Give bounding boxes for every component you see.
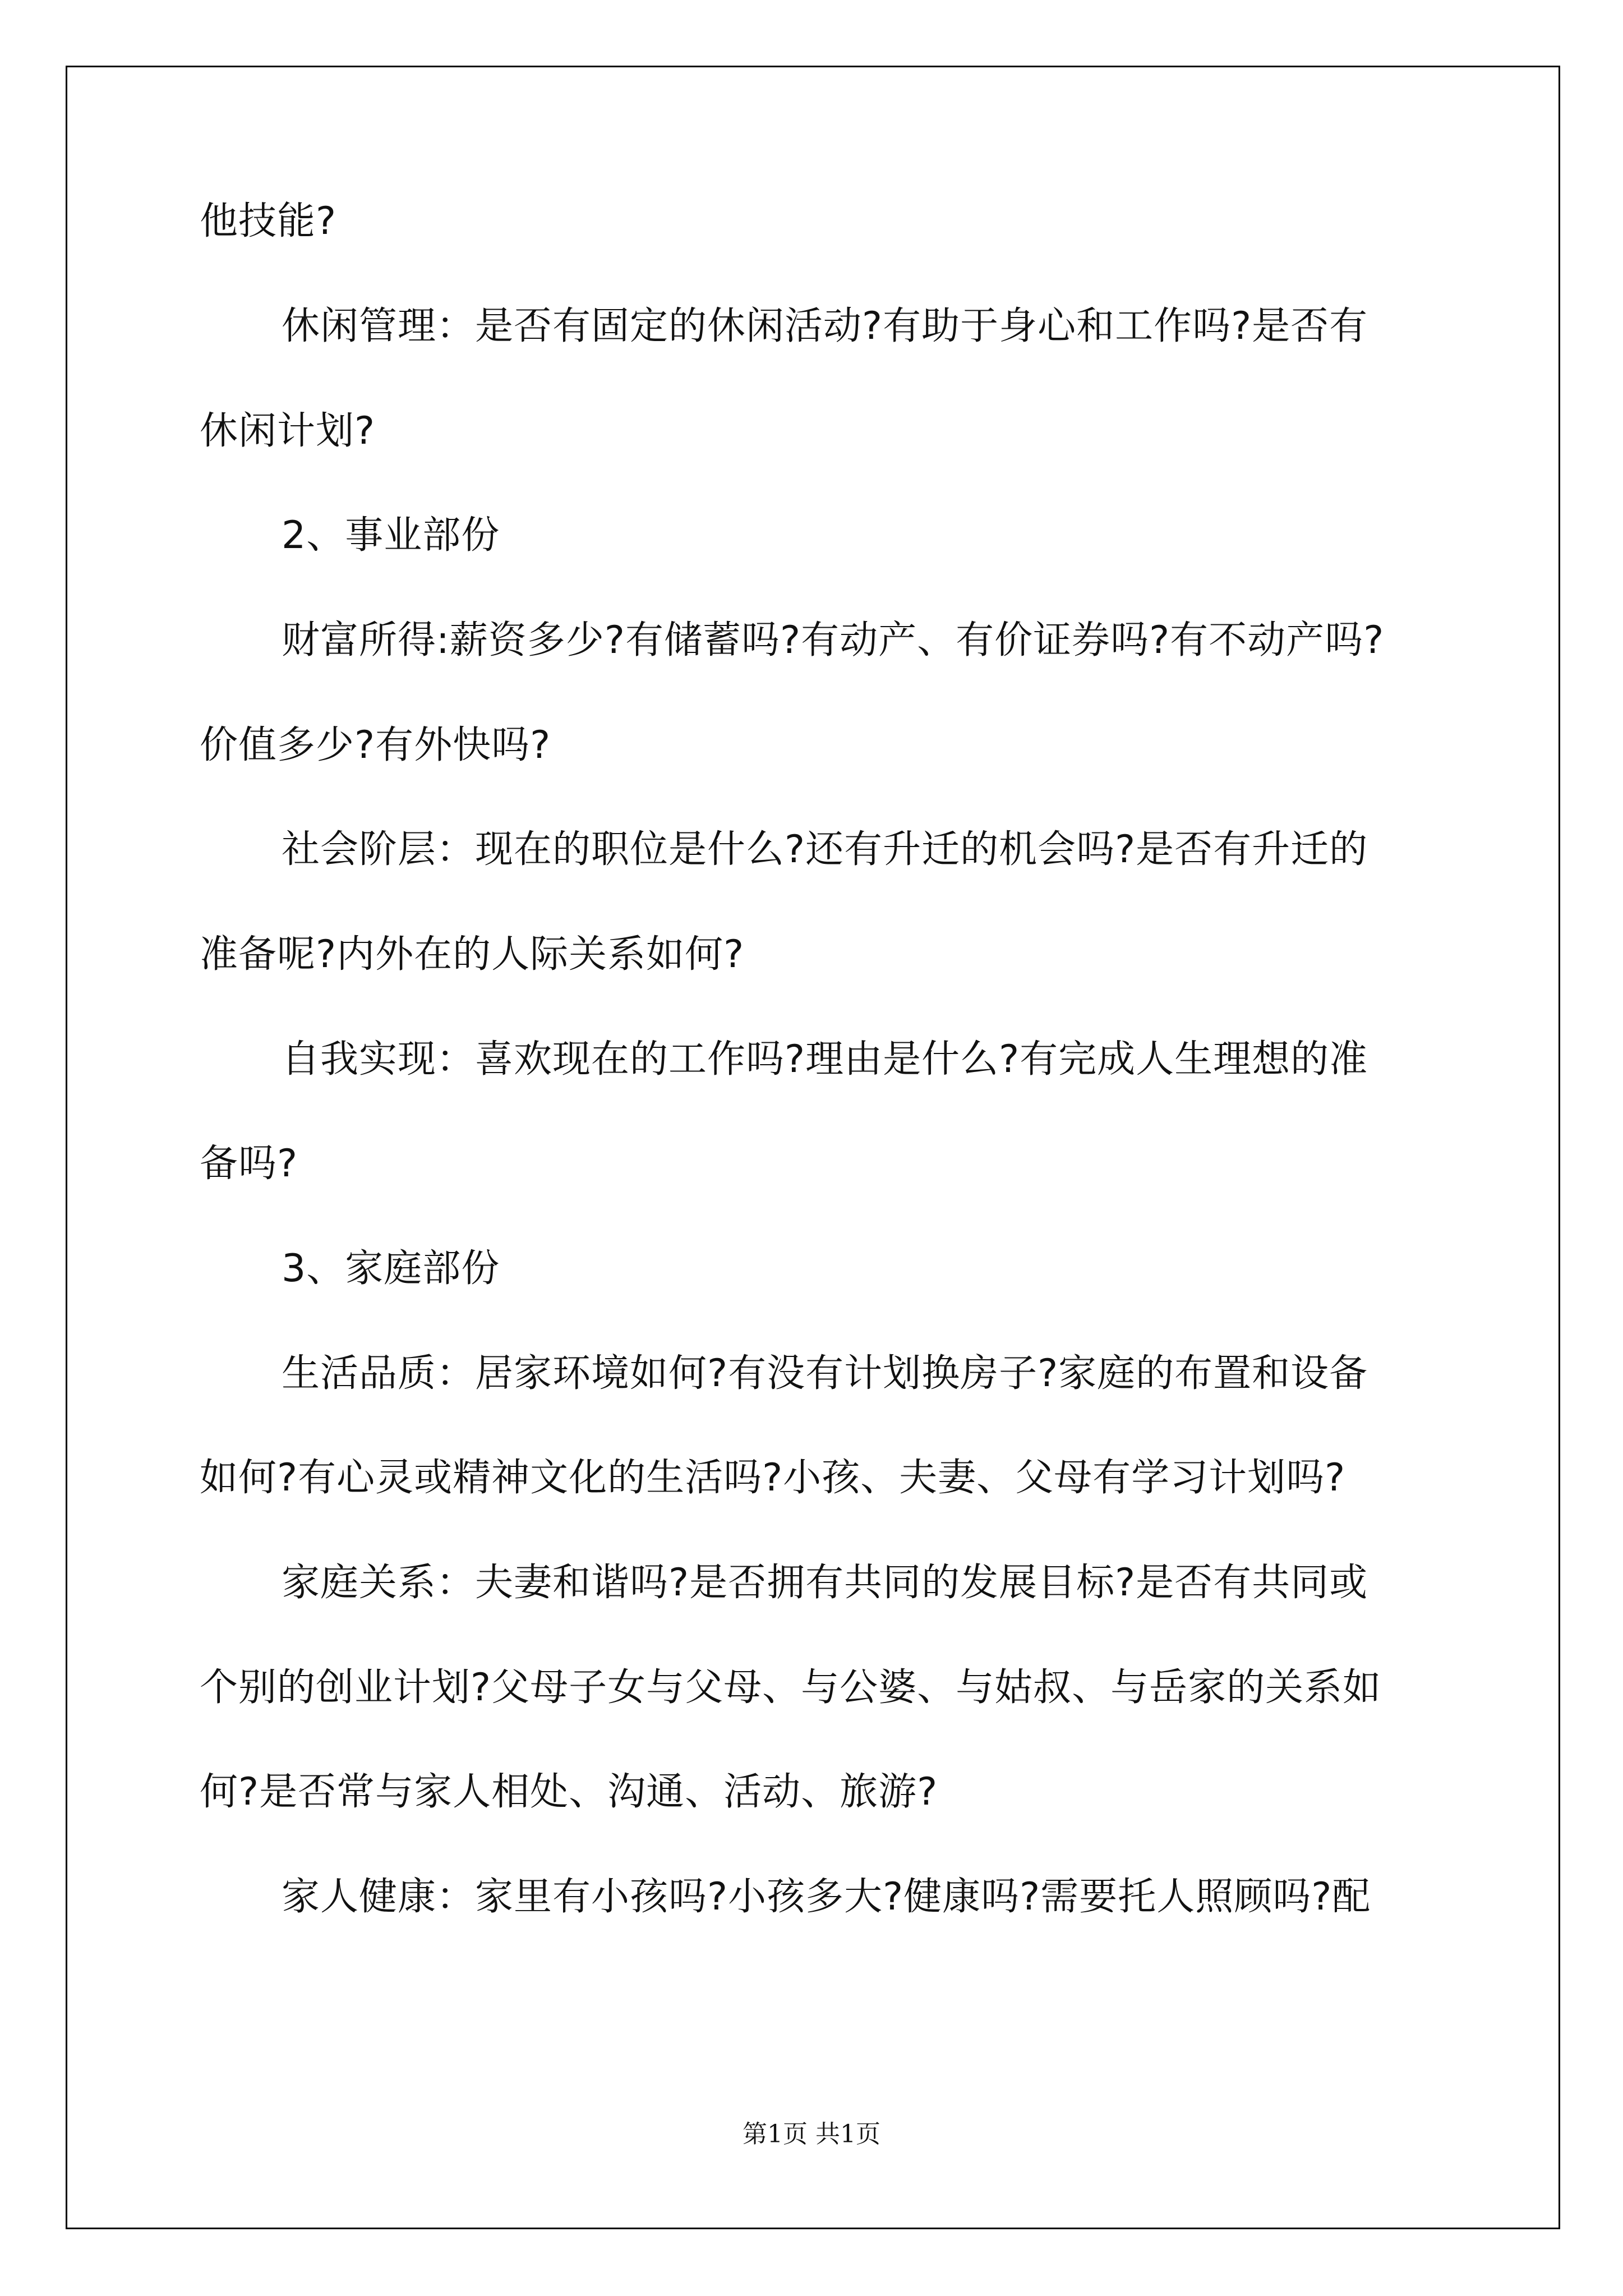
paragraph-leisure-management: 休闲管理：是否有固定的休闲活动?有助于身心和工作吗?是否有 (282, 304, 1368, 348)
section-heading-career: 2、事业部份 (282, 513, 500, 558)
text-line: 他技能? (200, 199, 337, 243)
text-line: 休闲计划? (200, 409, 376, 453)
text-line: 个别的创业计划?父母子女与父母、与公婆、与姑叔、与岳家的关系如 (200, 1665, 1382, 1710)
text-line: 如何?有心灵或精神文化的生活吗?小孩、夫妻、父母有学习计划吗? (200, 1456, 1346, 1500)
section-heading-family: 3、家庭部份 (282, 1246, 500, 1291)
paragraph-self-realization: 自我实现：喜欢现在的工作吗?理由是什么?有完成人生理想的准 (282, 1037, 1368, 1082)
text-line: 备吗? (200, 1142, 298, 1186)
paragraph-family-relations: 家庭关系：夫妻和谐吗?是否拥有共同的发展目标?是否有共同或 (282, 1561, 1368, 1605)
paragraph-wealth: 财富所得:薪资多少?有储蓄吗?有动产、有价证券吗?有不动产吗? (282, 618, 1385, 662)
page-footer: 第1页 共1页 (743, 2120, 880, 2148)
text-line: 价值多少?有外快吗? (200, 723, 551, 767)
text-line: 何?是否常与家人相处、沟通、活动、旅游? (200, 1770, 938, 1814)
text-line: 准备呢?内外在的人际关系如何? (200, 932, 745, 977)
paragraph-life-quality: 生活品质：居家环境如何?有没有计划换房子?家庭的布置和设备 (282, 1351, 1368, 1396)
paragraph-social-class: 社会阶层：现在的职位是什么?还有升迁的机会吗?是否有升迁的 (282, 827, 1368, 872)
paragraph-family-health: 家人健康：家里有小孩吗?小孩多大?健康吗?需要托人照顾吗?配 (282, 1875, 1371, 1919)
